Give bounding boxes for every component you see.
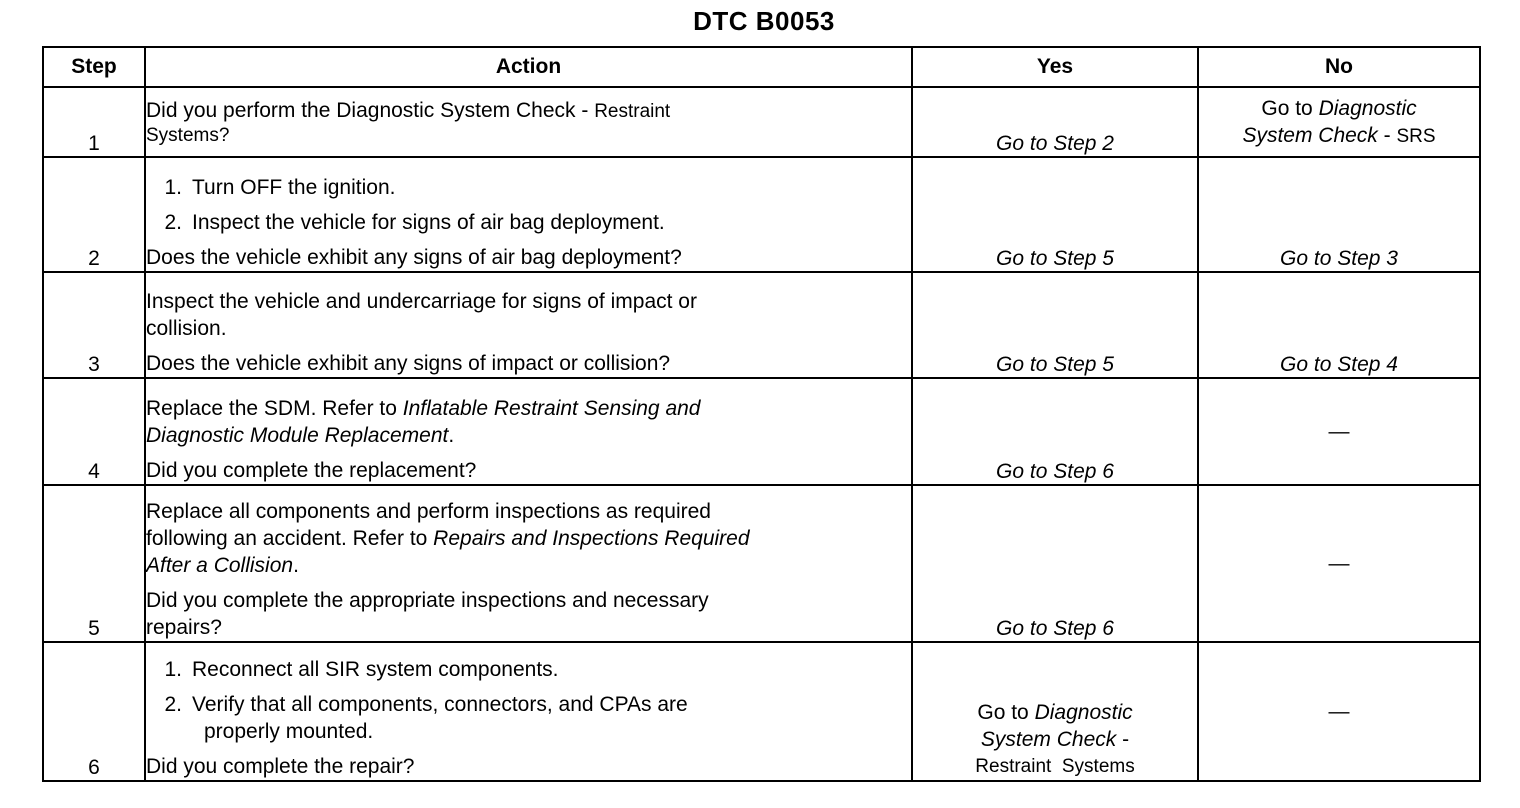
page-title: DTC B0053 bbox=[693, 6, 835, 36]
yes-cell bbox=[912, 642, 1198, 781]
action-cell bbox=[145, 485, 912, 642]
table-row bbox=[43, 378, 1480, 485]
no-cell bbox=[1198, 87, 1480, 157]
step-number: 6 bbox=[43, 642, 145, 781]
yes-link: Go to Step 6 bbox=[996, 617, 1114, 640]
table-row bbox=[43, 157, 1480, 272]
action-text: Systems? bbox=[146, 124, 230, 146]
action-text: Restraint bbox=[594, 100, 671, 122]
yes-link: Go to Step 5 bbox=[996, 247, 1114, 270]
header-row bbox=[43, 47, 1480, 87]
header-step: Step bbox=[43, 47, 145, 87]
action-reference: Repairs and Inspections Required bbox=[433, 527, 750, 550]
action-question: Did you complete the appropriate inspections and necessary bbox=[146, 589, 709, 612]
yes-link: Go to Step 6 bbox=[996, 460, 1114, 483]
no-cell bbox=[1198, 272, 1480, 378]
action-question: Did you complete the repair? bbox=[146, 755, 415, 778]
action-text: . bbox=[448, 424, 455, 447]
no-dash: — bbox=[1328, 419, 1350, 443]
header-no: No bbox=[1198, 47, 1480, 87]
action-text: Did you perform the Diagnostic System Check - bbox=[146, 98, 589, 122]
no-text: Diagnostic bbox=[1318, 96, 1417, 120]
no-dash: — bbox=[1328, 699, 1350, 723]
list-number: 1. bbox=[164, 176, 182, 199]
yes-text: System Check bbox=[980, 728, 1117, 751]
yes-cell bbox=[912, 87, 1198, 157]
no-text: Go to bbox=[1261, 96, 1313, 120]
action-text: Reconnect all SIR system components. bbox=[192, 658, 559, 681]
yes-cell bbox=[912, 485, 1198, 642]
action-reference: Inflatable Restraint Sensing and bbox=[402, 397, 701, 420]
yes-cell bbox=[912, 157, 1198, 272]
action-cell bbox=[145, 378, 912, 485]
table-row bbox=[43, 272, 1480, 378]
step-number: 4 bbox=[43, 378, 145, 485]
step-number: 2 bbox=[43, 157, 145, 272]
yes-cell bbox=[912, 378, 1198, 485]
step-number: 5 bbox=[43, 485, 145, 642]
action-question: Does the vehicle exhibit any signs of air bag deployment? bbox=[146, 246, 682, 269]
list-number: 1. bbox=[164, 658, 182, 681]
yes-text: Go to bbox=[977, 701, 1029, 724]
action-question: Does the vehicle exhibit any signs of impact or collision? bbox=[146, 352, 671, 375]
list-number: 2. bbox=[164, 693, 182, 716]
action-text: Inspect the vehicle for signs of air bag deployment. bbox=[192, 211, 665, 234]
table-row bbox=[43, 642, 1480, 781]
yes-cell bbox=[912, 272, 1198, 378]
no-cell bbox=[1198, 378, 1480, 485]
action-text: Verify that all components, connectors, and CPAs are bbox=[192, 693, 688, 716]
header-yes: Yes bbox=[912, 47, 1198, 87]
no-text: System Check bbox=[1242, 123, 1378, 147]
no-dash: — bbox=[1328, 551, 1350, 575]
yes-link: Go to Step 5 bbox=[996, 353, 1114, 376]
step-number: 1 bbox=[43, 87, 145, 157]
no-cell bbox=[1198, 642, 1480, 781]
no-link: Go to Step 4 bbox=[1280, 353, 1398, 376]
action-cell bbox=[145, 272, 912, 378]
action-text: Replace all components and perform inspections as required bbox=[146, 500, 711, 523]
dtc-table bbox=[42, 46, 1481, 782]
action-text: Turn OFF the ignition. bbox=[192, 176, 396, 199]
action-text: Inspect the vehicle and undercarriage for signs of impact or bbox=[146, 290, 697, 313]
table-row bbox=[43, 485, 1480, 642]
action-text: Replace the SDM. Refer to bbox=[146, 397, 397, 420]
action-question: Did you complete the replacement? bbox=[146, 459, 477, 482]
table-row bbox=[43, 87, 1480, 157]
no-text: SRS bbox=[1396, 125, 1436, 147]
yes-text: - bbox=[1116, 728, 1130, 751]
no-cell bbox=[1198, 157, 1480, 272]
action-reference: After a Collision bbox=[146, 554, 294, 577]
no-text: - bbox=[1377, 123, 1397, 147]
no-cell bbox=[1198, 485, 1480, 642]
action-text: . bbox=[293, 554, 299, 577]
action-cell bbox=[145, 642, 912, 781]
action-text: collision. bbox=[146, 317, 227, 340]
no-link: Go to Step 3 bbox=[1280, 247, 1398, 270]
list-number: 2. bbox=[164, 211, 182, 234]
yes-text: Diagnostic bbox=[1034, 701, 1133, 724]
yes-text: Restraint Systems bbox=[975, 756, 1135, 777]
yes-link: Go to Step 2 bbox=[996, 132, 1114, 155]
action-text: following an accident. Refer to bbox=[146, 527, 428, 550]
step-number: 3 bbox=[43, 272, 145, 378]
action-text: properly mounted. bbox=[204, 720, 374, 743]
action-cell bbox=[145, 157, 912, 272]
action-cell bbox=[145, 87, 912, 157]
header-action: Action bbox=[145, 47, 912, 87]
action-reference: Diagnostic Module Replacement bbox=[146, 424, 449, 447]
action-question: repairs? bbox=[146, 616, 222, 639]
